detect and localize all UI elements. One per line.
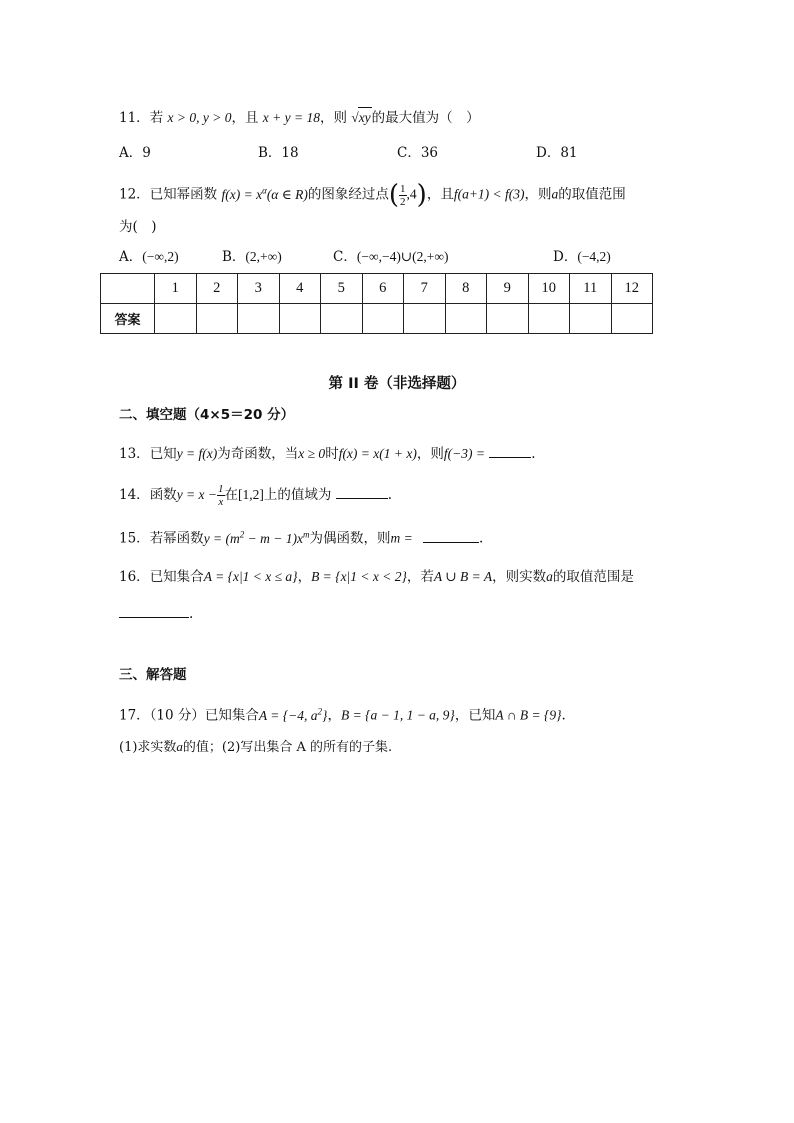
answer-blank[interactable] <box>489 443 531 458</box>
column-header: 10 <box>528 274 570 304</box>
math-condition: x > 0, y > 0 <box>167 110 232 125</box>
question-14: 14．函数y = x − $\frac{1}{x}$ 在[1,2]上的值域为 . <box>119 483 392 508</box>
question-16: 16．已知集合A = {x|1 < x ≤ a}，B = {x|1 < x < 2}，若A ∪ B = A，则实数a的取值范围是 <box>119 569 634 585</box>
answer-blank[interactable] <box>336 484 388 499</box>
question-15: 15．若幂函数$y = (m^2 - m - 1)x^m$为偶函数，则m = . <box>119 529 484 547</box>
section-2-heading: 二、填空题（4×5＝20 分） <box>119 407 295 423</box>
math-fraction: $\frac{1}{2}$ <box>400 182 406 208</box>
question-12-stem-cont: 为( ) <box>119 219 157 235</box>
choice-d: D．81 <box>536 145 578 161</box>
question-17-subparts: (1)求实数a的值；(2)写出集合 A 的所有的子集. <box>119 739 393 755</box>
math-inequality: f(a+1) < f(3) <box>453 186 525 202</box>
answer-cell[interactable] <box>279 304 321 334</box>
choice-c: C．(−∞,−4)∪(2,+∞) <box>333 249 449 265</box>
column-header: 9 <box>487 274 529 304</box>
math-fraction: $\frac{1}{x}$ <box>218 483 224 508</box>
choice-a: A．(−∞,2) <box>119 249 179 265</box>
column-header: 5 <box>321 274 363 304</box>
math-function: $f(x) = x^\alpha(\alpha$ ∈ R) <box>221 185 308 202</box>
choice-c: C．36 <box>397 145 439 161</box>
column-header: 7 <box>404 274 446 304</box>
answer-cell[interactable] <box>445 304 487 334</box>
section-3-heading: 三、解答题 <box>119 667 187 683</box>
answer-cell[interactable] <box>321 304 363 334</box>
column-header: 4 <box>279 274 321 304</box>
answer-table-corner <box>101 274 155 304</box>
choice-b: B．(2,+∞) <box>222 249 282 265</box>
column-header: 6 <box>362 274 404 304</box>
answer-cell[interactable] <box>238 304 280 334</box>
column-header: 1 <box>155 274 197 304</box>
choice-a: A．9 <box>119 145 151 161</box>
question-11-stem: 11．若 x > 0, y > 0，且 x + y = 18，则 √xy的最大值为（ ） <box>119 107 480 128</box>
answer-cell[interactable] <box>196 304 238 334</box>
answer-cell[interactable] <box>362 304 404 334</box>
question-16-blank-line: . <box>119 603 193 624</box>
column-header: 11 <box>570 274 612 304</box>
column-header: 2 <box>196 274 238 304</box>
question-13: 13．已知y = f(x)为奇函数，当x ≥ 0时f(x) = x(1 + x)，则f(−3) = . <box>119 443 536 464</box>
column-header: 8 <box>445 274 487 304</box>
math-condition: x + y = 18 <box>262 110 320 125</box>
question-12-stem: 12．已知幂函数 $f(x) = x^\alpha(\alpha$ ∈ R)的图象经过点( $\frac{1}{2}$ ,4)，且f(a+1) < f(3)，则a的取值范围 <box>119 180 626 210</box>
answer-row-label: 答案 <box>101 304 155 334</box>
answer-blank[interactable] <box>423 528 479 543</box>
question-17: 17．（10 分）已知集合A = {−4, $a^2$}，B = {a − 1, 1 − a, 9}，已知A ∩ B = {9}. <box>119 706 566 724</box>
answer-cell[interactable] <box>570 304 612 334</box>
choice-b: B．18 <box>258 145 299 161</box>
choice-d: D．(−4,2) <box>553 249 611 265</box>
column-header: 3 <box>238 274 280 304</box>
answer-cell[interactable] <box>155 304 197 334</box>
column-header: 12 <box>611 274 653 304</box>
answer-cell[interactable] <box>487 304 529 334</box>
answer-blank[interactable] <box>119 603 189 618</box>
math-sqrt: xy <box>358 107 372 128</box>
answer-cell[interactable] <box>404 304 446 334</box>
answer-table <box>100 273 653 334</box>
answer-cell[interactable] <box>528 304 570 334</box>
answer-table-header-row <box>101 274 653 304</box>
part-2-title: 第 II 卷（非选择题） <box>328 376 466 392</box>
answer-table-answer-row <box>101 304 653 334</box>
answer-cell[interactable] <box>611 304 653 334</box>
